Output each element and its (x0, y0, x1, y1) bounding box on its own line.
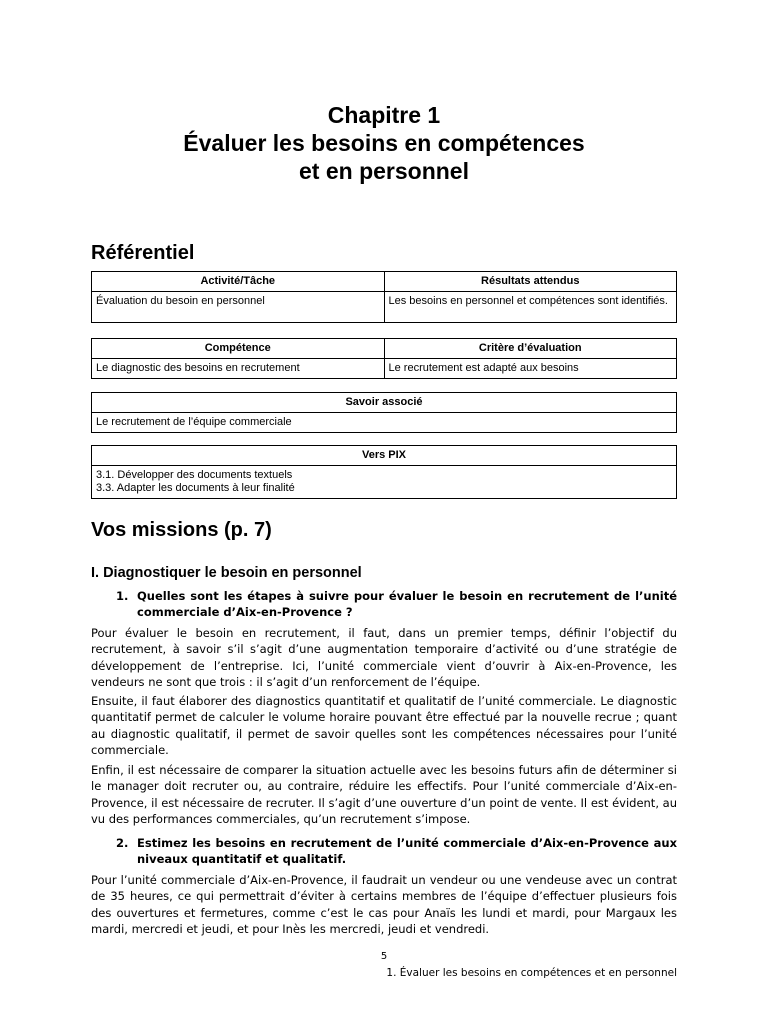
table-cell: Le recrutement est adapté aux besoins (384, 359, 677, 379)
answer-paragraph: Enfin, il est nécessaire de comparer la situation actuelle avec les besoins futurs afin de déterminer si le manager doit recruter ou, au contraire, réduire les effectifs. Pour l’unité commerciale d’Aix-en-Provence, il est nécessaire de recruter. Il s’agit d’une ouverture d’un point de vente. Il est évident, au vu des performances commerciales, qu’un recrutement s’impose. (91, 763, 677, 826)
chapter-number: Chapitre 1 (327, 102, 441, 128)
missions-subheading: I. Diagnostiquer le besoin en personnel (91, 565, 362, 581)
table-header: Activité/Tâche (92, 272, 385, 292)
activite-table (91, 271, 677, 323)
table-cell (92, 466, 677, 499)
chapter-title-line2: et en personnel (299, 158, 469, 184)
referentiel-heading: Référentiel (91, 242, 195, 264)
table-header: Compétence (92, 339, 385, 359)
question-1 (116, 588, 677, 620)
answer-paragraph: Pour l’unité commerciale d’Aix-en-Provence, il faudrait un vendeur ou une vendeuse avec un contrat de 35 heures, ce qui permettrait d’éviter à certains membres de l’équipe d’effectuer plusieurs fois des ouvertures et fermetures, comme c’est le cas pour Anaïs les lundi et mardi, pour Margaux les mardi, mercredi et jeudi, et pour Inès les mercredi, jeudi et vendredi. (91, 873, 677, 936)
question-number: 1. (116, 589, 129, 603)
table-header: Critère d’évaluation (384, 339, 677, 359)
pix-line: 3.3. Adapter les documents à leur finalité (96, 482, 295, 494)
running-footer: 1. Évaluer les besoins en compétences et en personnel (386, 967, 677, 979)
savoir-table (91, 392, 677, 433)
table-cell: Évaluation du besoin en personnel (92, 292, 385, 323)
question-text: Estimez les besoins en recrutement de l’unité commerciale d’Aix-en-Provence aux niveaux quantitatif et qualitatif. (137, 836, 677, 866)
page-number: 5 (380, 951, 388, 962)
question-number: 2. (116, 836, 129, 850)
chapter-title-line1: Évaluer les besoins en compétences (183, 130, 585, 156)
table-cell: Le recrutement de l’équipe commerciale (92, 413, 677, 433)
chapter-title (91, 101, 677, 185)
pix-line: 3.1. Développer des documents textuels (96, 469, 293, 481)
table-cell: Le diagnostic des besoins en recrutement (92, 359, 385, 379)
answer-paragraph: Pour évaluer le besoin en recrutement, il faut, dans un premier temps, définir l’objectif du recrutement, à savoir s’il s’agit d’une augmentation temporaire d’activité ou d’une stratégie de développement de l’entreprise. Ici, l’unité commerciale vient d’ouvrir à Aix-en-Provence, les vendeurs ne sont que trois : il s’agit d’un renforcement de l’équipe. (91, 626, 677, 689)
question-2 (116, 835, 677, 867)
competence-table (91, 338, 677, 379)
table-header: Savoir associé (92, 393, 677, 413)
pix-table (91, 445, 677, 499)
table-header: Vers PIX (92, 446, 677, 466)
missions-heading: Vos missions (p. 7) (91, 519, 272, 541)
table-header: Résultats attendus (384, 272, 677, 292)
table-cell: Les besoins en personnel et compétences sont identifiés. (384, 292, 677, 323)
answer-paragraph: Ensuite, il faut élaborer des diagnostics quantitatif et qualitatif de l’unité commerciale. Le diagnostic quantitatif permet de calculer le volume horaire pouvant être effectué par la nouvelle recrue ; quant au diagnostic qualitatif, il permet de savoir quelles sont les compétences nécessaires pour l’unité commerciale. (91, 694, 677, 757)
question-text: Quelles sont les étapes à suivre pour évaluer le besoin en recrutement de l’unité commerciale d’Aix-en-Provence ? (137, 589, 677, 619)
